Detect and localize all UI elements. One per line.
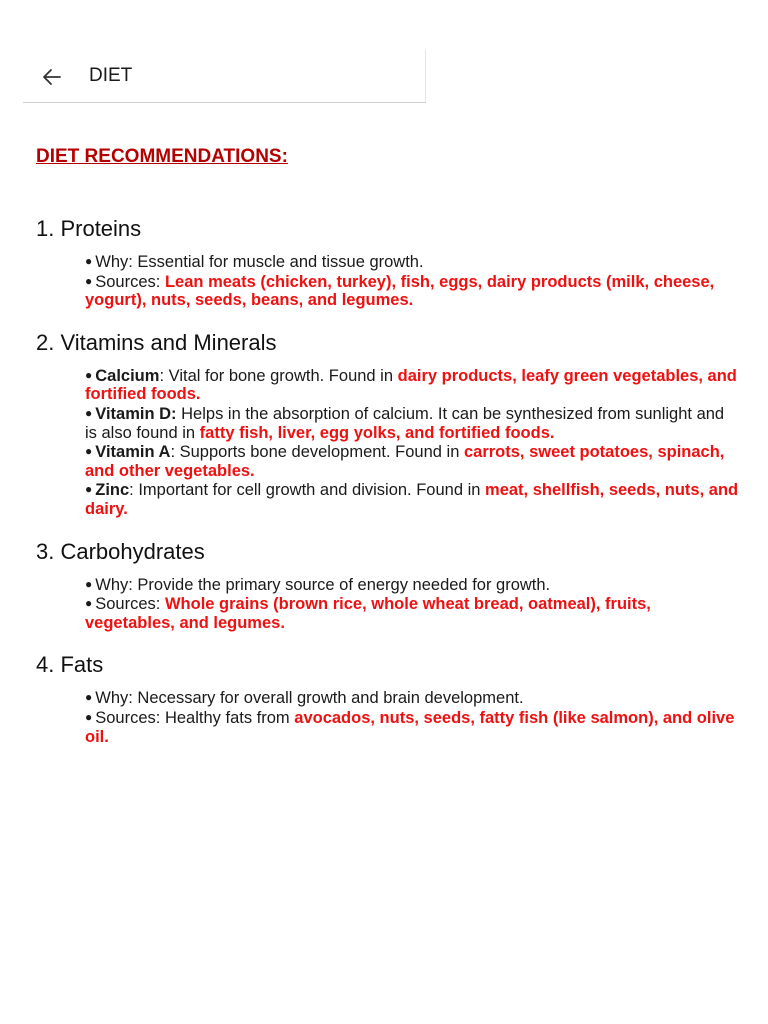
bullet-list <box>85 575 740 633</box>
arrow-left-icon <box>40 65 64 89</box>
list-item <box>85 366 740 404</box>
item-label: Why: <box>95 253 133 271</box>
item-highlight: meat, shellfish, seeds, nuts, and dairy. <box>85 481 739 518</box>
item-highlight: carrots, sweet potatoes, spinach, and other vegetables. <box>85 443 725 480</box>
item-label: Calcium <box>95 366 160 385</box>
bullet-icon: ● <box>85 576 93 591</box>
page-title: DIET <box>89 65 133 86</box>
item-highlight: avocados, nuts, seeds, fatty fish (like salmon), and olive oil. <box>85 708 735 746</box>
list-item <box>85 272 740 310</box>
list-item <box>85 252 740 272</box>
item-text: Helps in the absorption of calcium. It can be synthesized from sunlight and is also found in <box>85 404 725 442</box>
diet-section <box>36 652 740 746</box>
section-title: 3. Carbohydrates <box>36 538 205 564</box>
bullet-icon: ● <box>85 367 93 382</box>
bullet-icon: ● <box>85 405 93 420</box>
diet-recommendations-heading: DIET RECOMMENDATIONS: <box>36 146 288 167</box>
item-text: : Important for cell growth and division. Found in <box>129 481 486 500</box>
list-item <box>85 594 740 632</box>
item-text: : Supports bone development. Found in <box>170 443 464 462</box>
item-label: Why: <box>95 575 133 594</box>
bullet-icon: ● <box>85 482 93 497</box>
item-text: Necessary for overall growth and brain development. <box>132 689 524 708</box>
list-item <box>85 575 740 595</box>
diet-section <box>36 330 740 519</box>
item-text: : Vital for bone growth. Found in <box>159 366 398 385</box>
section-title: 4. Fats <box>36 652 104 678</box>
sections-list <box>36 216 740 746</box>
item-label: Sources: <box>95 708 161 727</box>
item-label: Zinc <box>95 481 130 500</box>
back-button[interactable] <box>40 65 64 89</box>
list-item <box>85 404 740 442</box>
item-label: Why: <box>95 689 133 708</box>
diet-section <box>36 216 740 310</box>
bullet-icon: ● <box>85 596 93 611</box>
bullet-icon: ● <box>85 254 93 268</box>
item-label: Sources: <box>95 595 161 614</box>
section-title: 1. Proteins <box>36 216 142 241</box>
diet-section <box>36 539 740 633</box>
list-item <box>85 708 740 746</box>
list-item <box>85 688 740 708</box>
item-label: Vitamin A <box>95 443 171 462</box>
item-highlight: dairy products, leafy green vegetables, and fortified foods. <box>85 366 737 404</box>
item-text: Essential for muscle and tissue growth. <box>132 253 424 271</box>
bullet-list <box>85 252 740 310</box>
bullet-icon: ● <box>85 709 93 724</box>
bullet-icon: ● <box>85 690 93 705</box>
list-item <box>85 442 740 480</box>
item-highlight: fatty fish, liver, egg yolks, and fortified foods. <box>199 423 555 442</box>
item-text: Provide the primary source of energy needed for growth. <box>132 575 551 594</box>
bullet-list <box>85 688 740 746</box>
bullet-icon: ● <box>85 444 93 459</box>
section-title: 2. Vitamins and Minerals <box>36 329 277 355</box>
item-highlight: Whole grains (brown rice, whole wheat bread, oatmeal), fruits, vegetables, and legumes. <box>85 595 651 632</box>
diet-content <box>36 144 740 766</box>
app-bar <box>23 50 426 103</box>
item-label: Sources: <box>95 272 161 291</box>
item-text: Healthy fats from <box>160 708 295 727</box>
item-label: Vitamin D: <box>95 404 177 423</box>
item-highlight: Lean meats (chicken, turkey), fish, eggs, dairy products (milk, cheese, yogurt), nuts, seeds, beans, and legumes. <box>85 272 715 310</box>
list-item <box>85 480 740 518</box>
bullet-icon: ● <box>85 273 93 288</box>
bullet-list <box>85 366 740 519</box>
